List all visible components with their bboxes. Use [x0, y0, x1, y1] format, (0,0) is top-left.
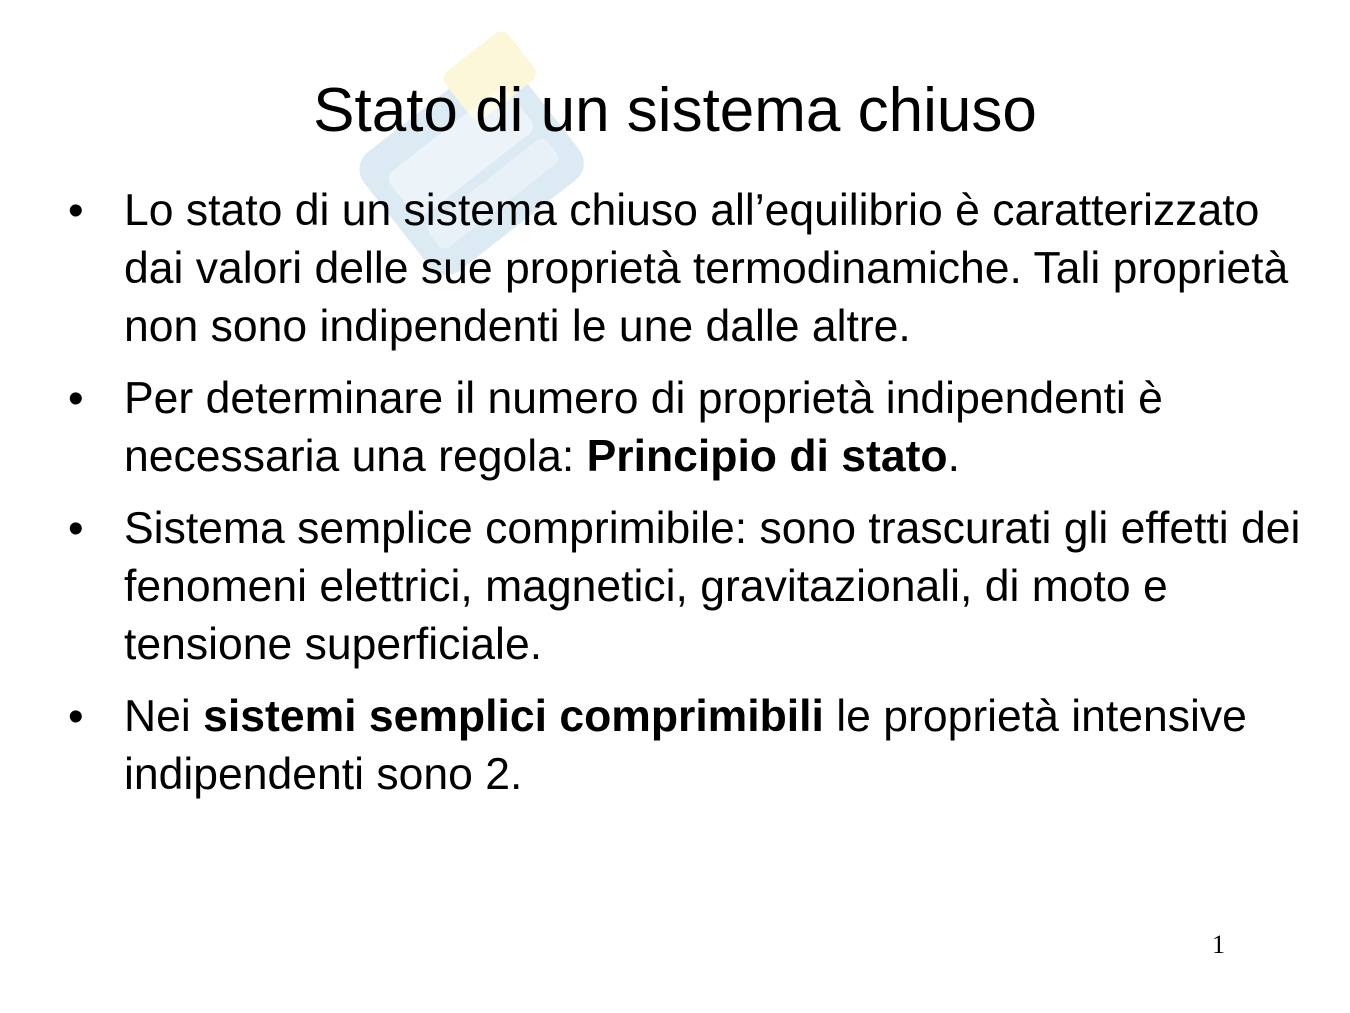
- bullet-marker: •: [68, 374, 84, 423]
- bullet-text: [124, 186, 1288, 351]
- slide-title: Stato di un sistema chiuso: [313, 76, 1037, 145]
- bullet-list: [68, 182, 1308, 818]
- bullet-item: [68, 688, 1308, 804]
- bullet-text: [124, 504, 1300, 669]
- bullet-item: [68, 182, 1308, 356]
- bullet-item: [68, 500, 1308, 674]
- bullet-marker: •: [68, 186, 84, 235]
- bullet-segment: Lo stato di un sistema chiuso all’equilibrio è caratterizzato dai valori delle sue proprietà termodinamiche. Tali proprietà non sono indipendenti le une dalle altre.: [124, 186, 1289, 351]
- bullet-marker: •: [68, 692, 84, 741]
- page-number: 1: [1212, 930, 1225, 959]
- bullet-text: [124, 374, 1163, 481]
- bullet-segment: Per determinare il numero di proprietà indipendenti è necessaria una regola:: [124, 374, 1163, 481]
- bullet-segment-bold: sistemi semplici comprimibili: [203, 692, 824, 741]
- bullet-text: [124, 692, 1247, 799]
- bullet-segment: Sistema semplice comprimibile: sono trascurati gli effetti dei fenomeni elettrici, magnetici, gravitazionali, di moto e tensione superficiale.: [124, 504, 1301, 669]
- bullet-segment: le proprietà intensive indipendenti sono 2.: [124, 692, 1247, 799]
- bullet-segment: Nei: [124, 692, 204, 741]
- bullet-marker: •: [68, 504, 84, 553]
- bullet-item: [68, 370, 1308, 486]
- bullet-segment: .: [947, 432, 960, 481]
- bullet-segment-bold: Principio di stato: [586, 432, 948, 481]
